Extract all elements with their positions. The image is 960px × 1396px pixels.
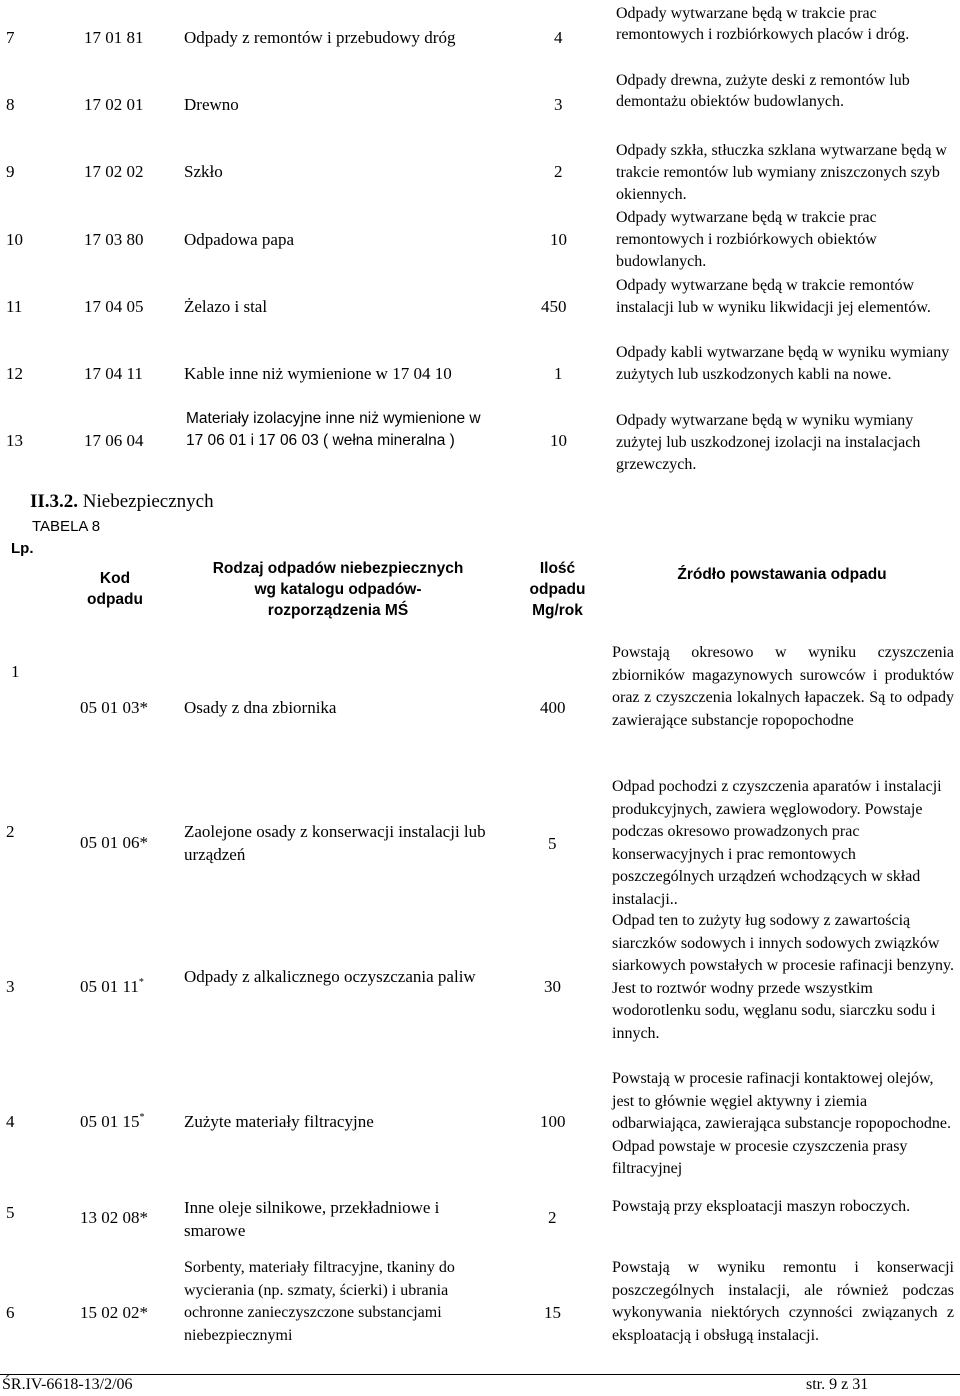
- row-name: Osady z dna zbiornika: [184, 698, 337, 717]
- row-source: Odpady kabli wytwarzane będą w wyniku wymiany zużytych lub uszkodzonych kabli na nowe.: [616, 344, 950, 383]
- row-qty: 4: [554, 28, 563, 47]
- row-qty: 15: [544, 1303, 561, 1322]
- header-qty: [515, 558, 600, 621]
- row-code-value: 05 01 11: [80, 977, 139, 996]
- section-number: II.3.2.: [30, 491, 79, 512]
- row-code: 17 01 81: [84, 28, 144, 47]
- row-source: Odpady wytwarzane będą w trakcie prac remontowych i rozbiórkowych placów i dróg.: [616, 5, 910, 43]
- row-lp: 8: [6, 95, 15, 114]
- row-code: [34, 977, 144, 997]
- section-heading: [30, 490, 214, 514]
- row-code-value: 05 01 15: [80, 1112, 140, 1131]
- row-qty: 450: [541, 297, 567, 316]
- row-code: [80, 1112, 145, 1132]
- row-lp: 7: [6, 28, 15, 47]
- row-source: Odpad pochodzi z czyszczenia aparatów i instalacji produkcyjnych, zawiera węglowodory. Powstaje podczas okresowo prowadzonych prac konserwacyjnych i prac remontowych poszczególnych urządzeń wchodzących w skład instalacji..: [612, 778, 942, 908]
- hazard-asterisk: *: [138, 977, 144, 988]
- row-code: 17 03 80: [84, 230, 144, 249]
- row-source: Odpady wytwarzane będą w wyniku wymiany zużytej lub uszkodzonej izolacji na instalacjach grzewczych.: [616, 412, 921, 473]
- row-source: Odpady wytwarzane będą w trakcie prac remontowych i rozbiórkowych obiektów budowlanych.: [616, 209, 877, 270]
- row-name: Szkło: [184, 162, 223, 181]
- row-name: Materiały izolacyjne inne niż wymienione w 17 06 01 i 17 06 03 ( wełna mineralna ): [186, 410, 481, 449]
- row-source: Odpady szkła, stłuczka szklana wytwarzane będą w trakcie remontów lub wymiany zniszczonych szyb okiennych.: [616, 142, 947, 203]
- header-code: [80, 568, 150, 610]
- row-qty: 100: [540, 1112, 566, 1131]
- row-name: Odpady z alkalicznego oczyszczania paliw: [184, 967, 476, 986]
- row-source: Powstają okresowo w wyniku czyszczenia zbiorników magazynowych surowców i produktów oraz z czyszczenia lokalnych łapaczek. Są to odpady zawierające substancje ropopochodne: [612, 644, 954, 729]
- row-name: Inne oleje silnikowe, przekładniowe i smarowe: [184, 1198, 440, 1240]
- row-code: 05 01 06*: [80, 833, 148, 852]
- row-name: Drewno: [184, 95, 239, 114]
- row-name: Odpadowa papa: [184, 230, 294, 249]
- row-source: Odpady drewna, zużyte deski z remontów lub demontażu obiektów budowlanych.: [616, 72, 910, 110]
- header-name-line: Rodzaj odpadów niebezpiecznych: [212, 560, 464, 577]
- header-source: Źródło powstawania odpadu: [677, 566, 887, 583]
- row-qty: 3: [554, 95, 563, 114]
- row-source: Powstają przy eksploatacji maszyn roboczych.: [612, 1198, 911, 1215]
- table-label: TABELA 8: [32, 518, 101, 535]
- row-qty: 2: [548, 1208, 557, 1227]
- row-source: Odpady wytwarzane będą w trakcie remontów instalacji lub w wyniku likwidacji jej elementów.: [616, 277, 931, 316]
- row-lp: 6: [6, 1303, 15, 1322]
- row-lp: 4: [6, 1112, 15, 1131]
- header-code-line: Kod: [99, 570, 131, 587]
- row-lp: 1: [11, 662, 20, 681]
- row-code: 17 06 04: [84, 431, 144, 450]
- row-lp: 5: [6, 1203, 15, 1222]
- row-code: 17 04 05: [84, 297, 144, 316]
- row-name: Sorbenty, materiały filtracyjne, tkaniny do wycierania (np. szmaty, ścierki) i ubrania ochronne zanieczyszczone substancjami niebezpiecznymi: [184, 1259, 455, 1344]
- row-name: Zużyte materiały filtracyjne: [184, 1112, 374, 1131]
- header-qty-line: odpadu: [529, 581, 586, 598]
- header-code-line: odpadu: [87, 591, 143, 608]
- hazard-asterisk: *: [139, 1112, 145, 1123]
- section-title: Niebezpiecznych: [82, 491, 214, 512]
- footer-reference: ŚR.IV-6618-13/2/06: [2, 1376, 133, 1393]
- header-name: [188, 558, 488, 621]
- row-name: Zaolejone osady z konserwacji instalacji lub urządzeń: [184, 822, 486, 864]
- row-code: 17 04 11: [84, 364, 143, 383]
- row-lp: 11: [6, 297, 23, 316]
- row-lp: 13: [6, 431, 23, 450]
- row-code: 17 02 02: [84, 162, 144, 181]
- header-qty-line: Ilość: [539, 560, 576, 577]
- row-lp: 3: [6, 977, 15, 996]
- row-code: 13 02 08*: [80, 1208, 148, 1227]
- row-qty: 10: [550, 230, 567, 249]
- row-source: Powstają w wyniku remontu i konserwacji poszczególnych instalacji, ale również podczas wykonywania niektórych czynności związanych z eksploatacją i obsługą instalacji.: [612, 1259, 954, 1344]
- row-qty: 1: [554, 364, 563, 383]
- row-name: Żelazo i stal: [184, 297, 268, 316]
- row-source: Powstają w procesie rafinacji kontaktowej olejów, jest to głównie węgiel aktywny i ziemia odbarwiająca, zawierająca substancje ropopochodne. Odpad powstaje w procesie czyszczenia prasy filtracyjnej: [612, 1070, 951, 1177]
- row-qty: 30: [544, 977, 561, 996]
- row-lp: 10: [6, 230, 23, 249]
- row-qty: 5: [548, 834, 557, 853]
- row-lp: 12: [6, 364, 23, 383]
- row-name: Kable inne niż wymienione w 17 04 10: [184, 364, 452, 383]
- row-code: 17 02 01: [84, 95, 144, 114]
- row-source: Odpad ten to zużyty ług sodowy z zawartością siarczków sodowych i innych sodowych związków siarkowych powstałych w procesie rafinacji benzyny. Jest to roztwór wodny przede wszystkim wodorotlenku sodu, węglanu sodu, siarczku sodu i innych.: [612, 912, 954, 1042]
- footer-page-number: str. 9 z 31: [806, 1376, 869, 1393]
- row-lp: 2: [6, 822, 15, 841]
- row-qty: 2: [554, 162, 563, 181]
- row-name: Odpady z remontów i przebudowy dróg: [184, 28, 456, 47]
- header-qty-line: Mg/rok: [532, 602, 583, 619]
- header-name-line: rozporządzenia MŚ: [267, 602, 409, 619]
- header-lp: Lp.: [11, 540, 34, 557]
- header-name-line: wg katalogu odpadów-: [254, 581, 422, 598]
- row-code: 05 01 03*: [80, 698, 148, 717]
- row-lp: 9: [6, 162, 15, 181]
- row-qty: 400: [540, 698, 566, 717]
- row-qty: 10: [550, 431, 567, 450]
- row-code: 15 02 02*: [80, 1303, 148, 1322]
